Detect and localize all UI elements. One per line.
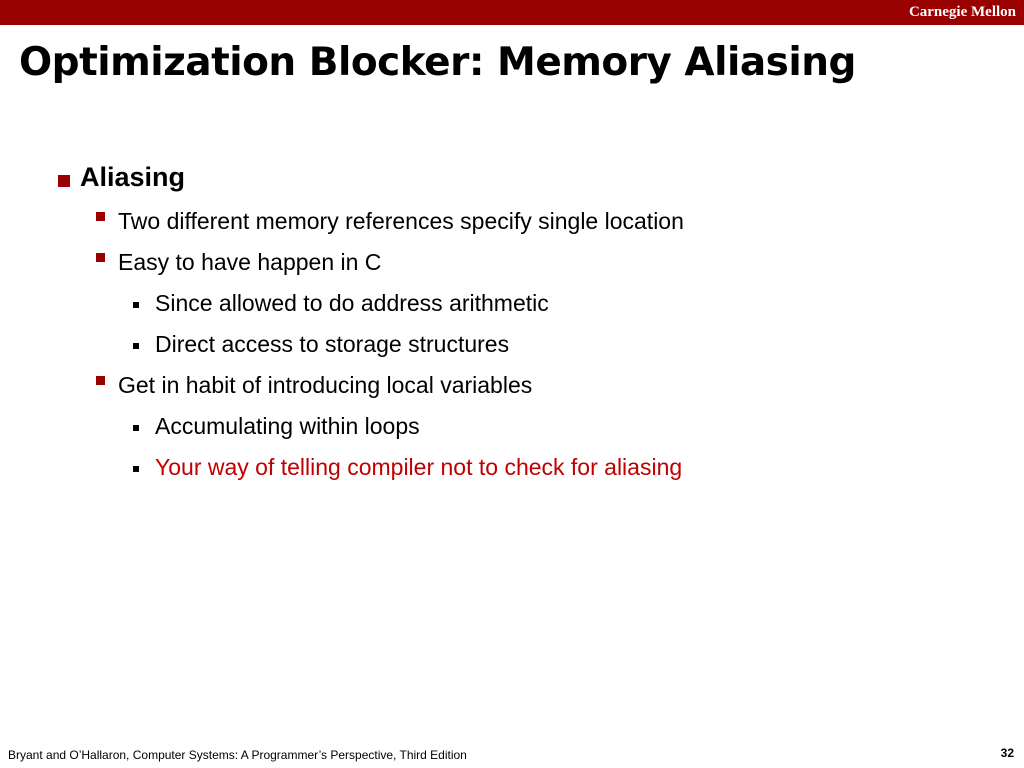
bullet-address-arithmetic: Since allowed to do address arithmetic bbox=[155, 290, 549, 316]
bullet-easy-in-c: Easy to have happen in C bbox=[118, 249, 382, 275]
bullet-square-icon bbox=[58, 175, 70, 187]
bullet-square-icon bbox=[96, 253, 105, 262]
bullet-small-square-icon bbox=[133, 466, 139, 472]
bullet-square-icon bbox=[96, 376, 105, 385]
brand-label: Carnegie Mellon bbox=[908, 4, 1016, 20]
bullet-your-way: Your way of telling compiler not to check for aliasing bbox=[155, 454, 683, 480]
bullet-local-variables: Get in habit of introducing local variables bbox=[118, 372, 533, 398]
footer-citation: Bryant and O’Hallaron, Computer Systems: A Programmer’s Perspective, Third Edition bbox=[8, 748, 467, 762]
bullet-square-icon bbox=[96, 212, 105, 221]
bullet-small-square-icon bbox=[133, 343, 139, 349]
bullet-small-square-icon bbox=[133, 302, 139, 308]
bullet-accumulating: Accumulating within loops bbox=[155, 413, 420, 439]
page-number: 32 bbox=[1000, 746, 1014, 760]
bullet-small-square-icon bbox=[133, 425, 139, 431]
bullet-direct-access: Direct access to storage structures bbox=[155, 331, 510, 357]
bullet-two-references: Two different memory references specify single location bbox=[118, 208, 684, 234]
slide-title: Optimization Blocker: Memory Aliasing bbox=[19, 40, 856, 85]
bullet-aliasing: Aliasing bbox=[80, 162, 186, 192]
